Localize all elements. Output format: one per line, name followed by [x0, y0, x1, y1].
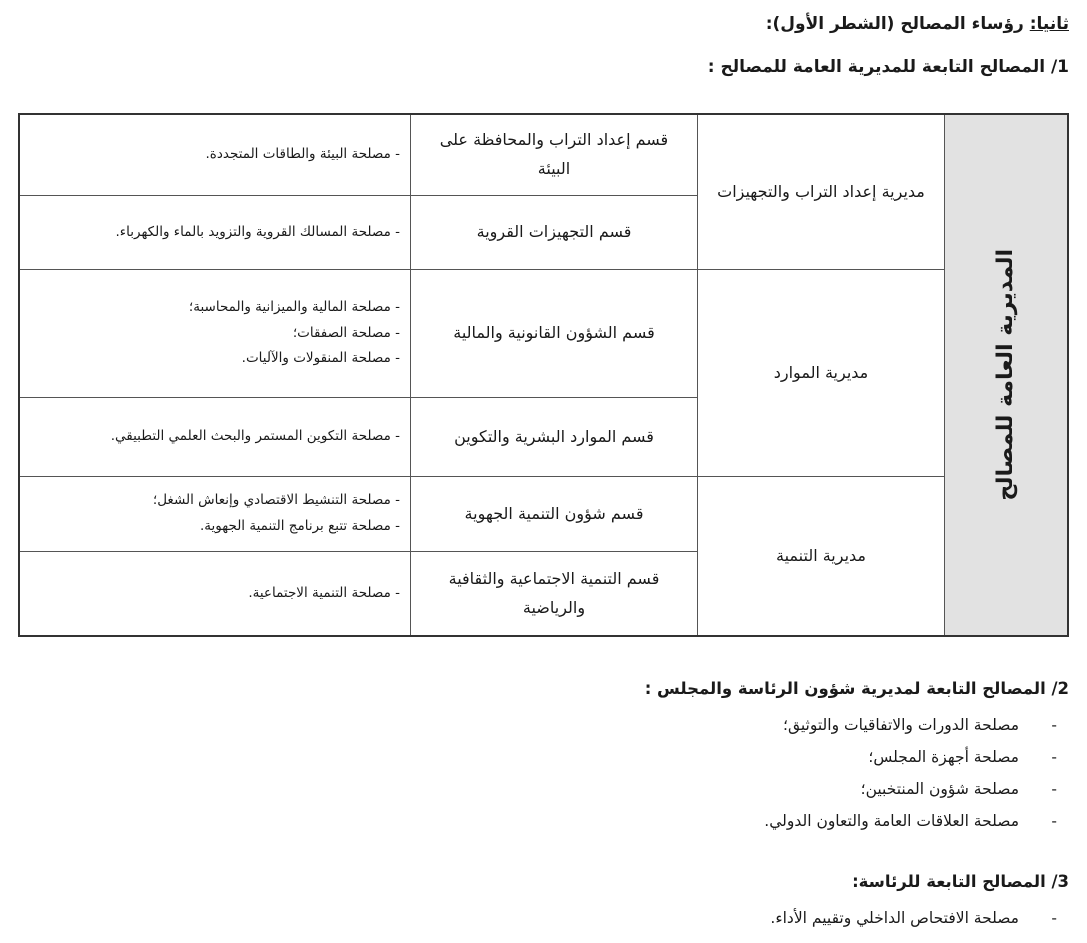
list-item [764, 709, 1057, 741]
org-structure-table [18, 113, 1069, 637]
service-item: - مصلحة المسالك القروية والتزويد بالماء والكهرباء. [115, 223, 400, 240]
directorate-cell: مديرية الموارد [697, 270, 944, 477]
presidency-services-list [770, 902, 1057, 934]
service-item: - مصلحة التنشيط الاقتصادي وإنعاش الشغل؛ [152, 492, 400, 509]
department-cell: قسم إعداد التراب والمحافظة على البيئة [410, 115, 697, 196]
general-directorate-title: المديرية العامة للمصالح [993, 249, 1019, 501]
services-cell [20, 115, 410, 196]
directorate-cell: مديرية إعداد التراب والتجهيزات [697, 115, 944, 270]
department-cell: قسم التنمية الاجتماعية والثقافية والرياضية [410, 552, 697, 635]
department-cell: قسم شؤون التنمية الجهوية [410, 477, 697, 552]
list-item-text: مصلحة الدورات والاتفاقيات والتوثيق؛ [783, 716, 1019, 734]
list-item-text: مصلحة أجهزة المجلس؛ [868, 748, 1019, 766]
section-heading-second [766, 14, 1069, 34]
subsection-heading-2: 2/ المصالح التابعة لمديرية شؤون الرئاسة والمجلس : [644, 679, 1069, 698]
list-bullet: - [1051, 780, 1057, 798]
service-item: - مصلحة تتبع برنامج التنمية الجهوية. [200, 518, 400, 534]
subsection-heading-1: 1/ المصالح التابعة للمديرية العامة للمصالح : [707, 57, 1069, 77]
service-item: - مصلحة البيئة والطاقات المتجددة. [205, 146, 400, 163]
department-cell: قسم الشؤون القانونية والمالية [410, 270, 697, 398]
services-cell [20, 196, 410, 270]
service-item: - مصلحة التنمية الاجتماعية. [248, 584, 400, 601]
list-bullet: - [1051, 909, 1057, 927]
list-item-text: مصلحة العلاقات العامة والتعاون الدولي. [764, 812, 1019, 830]
service-item: - مصلحة التكوين المستمر والبحث العلمي التطبيقي. [110, 428, 400, 445]
general-directorate-cell [944, 115, 1067, 635]
heading-text: رؤساء المصالح (الشطر الأول): [765, 14, 1030, 34]
list-bullet: - [1051, 716, 1057, 734]
services-cell [20, 270, 410, 398]
services-cell [20, 552, 410, 635]
department-cell: قسم الموارد البشرية والتكوين [410, 398, 697, 477]
list-item [764, 741, 1057, 773]
heading-prefix: ثانيا: [1029, 14, 1069, 34]
list-item-text: مصلحة شؤون المنتخبين؛ [860, 780, 1019, 798]
department-cell: قسم التجهيزات القروية [410, 196, 697, 270]
list-item-text: مصلحة الافتحاص الداخلي وتقييم الأداء. [770, 909, 1019, 927]
list-item [770, 902, 1057, 934]
services-cell [20, 398, 410, 477]
directorate-cell: مديرية التنمية [697, 477, 944, 635]
service-item: - مصلحة المنقولات والآليات. [241, 350, 400, 367]
service-item: - مصلحة المالية والميزانية والمحاسبة؛ [188, 299, 400, 316]
services-cell [20, 477, 410, 552]
presidency-council-services-list [764, 709, 1057, 837]
list-bullet: - [1051, 748, 1057, 766]
list-bullet: - [1051, 812, 1057, 830]
list-item [764, 773, 1057, 805]
list-item [764, 805, 1057, 837]
service-item: - مصلحة الصفقات؛ [292, 324, 400, 341]
subsection-heading-3: 3/ المصالح التابعة للرئاسة: [852, 872, 1069, 891]
